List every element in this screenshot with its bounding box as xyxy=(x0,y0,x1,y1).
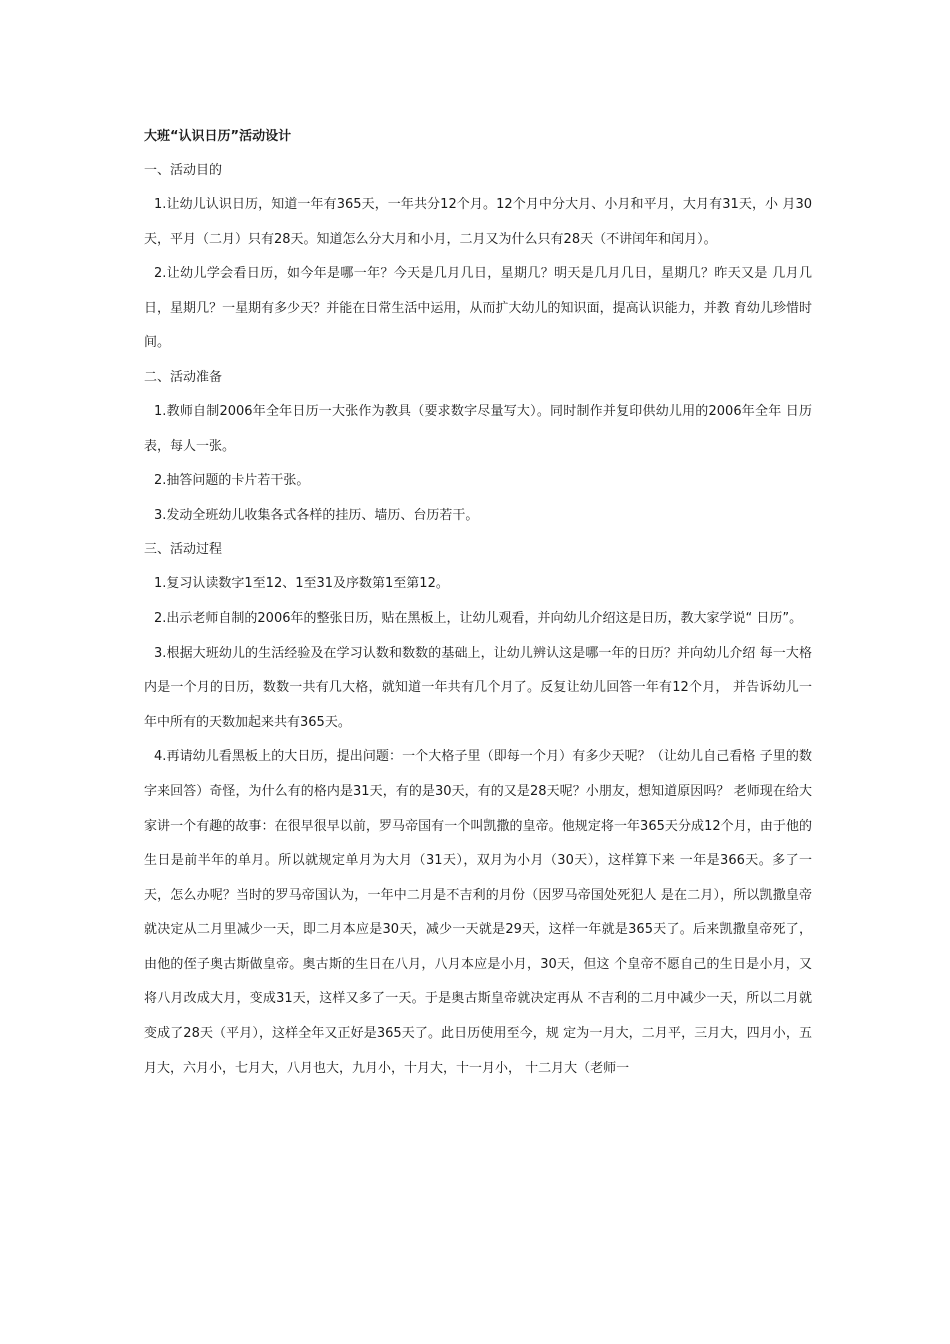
paragraph: 1.让幼儿认识日历，知道一年有365天，一年共分12个月。12个月中分大月、小月和平月，大月有31天，小 月30天，平月（二月）只有28天。知道怎么分大月和小月，二月又为什么只有28天（不讲闰年和闰月）。 xyxy=(144,197,812,247)
paragraph: 4.再请幼儿看黑板上的大日历，提出问题：一个大格子里（即每一个月）有多少天呢？（让幼儿自己看格 子里的数字来回答）奇怪，为什么有的格内是31天，有的是30天，有的又是28天呢？小朋友，想知道原因吗？ 老师现在给大家讲一个有趣的故事：在很早很早以前，罗马帝国有一个叫凯撒的皇帝。他规定将一年365天分成12个月，由于他的生日是前半年的单月。所以就规定单月为大月（31天），双月为小月（30天），这样算下来 一年是366天。多了一天，怎么办呢？当时的罗马帝国认为，一年中二月是不吉利的月份（因罗马帝国处死犯人 是在二月），所以凯撒皇帝就决定从二月里减少一天，即二月本应是30天，减少一天就是29天，这样一年就是365天了。后来凯撒皇帝死了，由他的侄子奥古斯做皇帝。奥古斯的生日在八月，八月本应是小月，30天，但这 个皇帝不愿自己的生日是小月，又将八月改成大月，变成31天，这样又多了一天。于是奥古斯皇帝就决定再从 不吉利的二月中减少一天，所以二月就变成了28天（平月），这样全年又正好是365天了。此日历使用至今，规 定为一月大，二月平，三月大，四月小，五月大，六月小，七月大，八月也大，九月小，十月大，十一月小， 十二月大（老师一 xyxy=(144,749,812,1076)
paragraph: 3.根据大班幼儿的生活经验及在学习认数和数数的基础上，让幼儿辨认这是哪一年的日历？并向幼儿介绍 每一大格内是一个月的日历，数数一共有几大格，就知道一年共有几个月了。反复让幼儿回答一年有12个月， 并告诉幼儿一年中所有的天数加起来共有365天。 xyxy=(144,645,812,730)
paragraph: 1.教师自制2006年全年日历一大张作为教具（要求数字尽量写大）。同时制作并复印供幼儿用的2006年全年 日历表，每人一张。 xyxy=(144,403,812,454)
section-heading-process: 三、活动过程 xyxy=(144,542,223,558)
section-heading-preparation: 二、活动准备 xyxy=(144,369,223,385)
section-heading-purpose: 一、活动目的 xyxy=(144,163,223,178)
paragraph: 2.出示老师自制的2006年的整张日历，贴在黑板上，让幼儿观看，并向幼儿介绍这是日历，教大家学说“ 日历”。 xyxy=(154,610,803,626)
document-title: 大班“认识日历”活动设计 xyxy=(144,129,292,144)
document-body xyxy=(144,120,812,1086)
paragraph: 1.复习认读数字1至12、1至31及序数第1至第12。 xyxy=(154,576,449,592)
paragraph: 2.让幼儿学会看日历，如今年是哪一年？今天是几月几日，星期几？明天是几月几日，星期几？昨天又是 几月几日，星期几？一星期有多少天？并能在日常生活中运用，从而扩大幼儿的知识面，提高认识能力，并教 育幼儿珍惜时间。 xyxy=(144,266,812,351)
paragraph: 2.抽答问题的卡片若干张。 xyxy=(154,473,310,489)
paragraph: 3.发动全班幼儿收集各式各样的挂历、墙历、台历若干。 xyxy=(154,507,479,523)
